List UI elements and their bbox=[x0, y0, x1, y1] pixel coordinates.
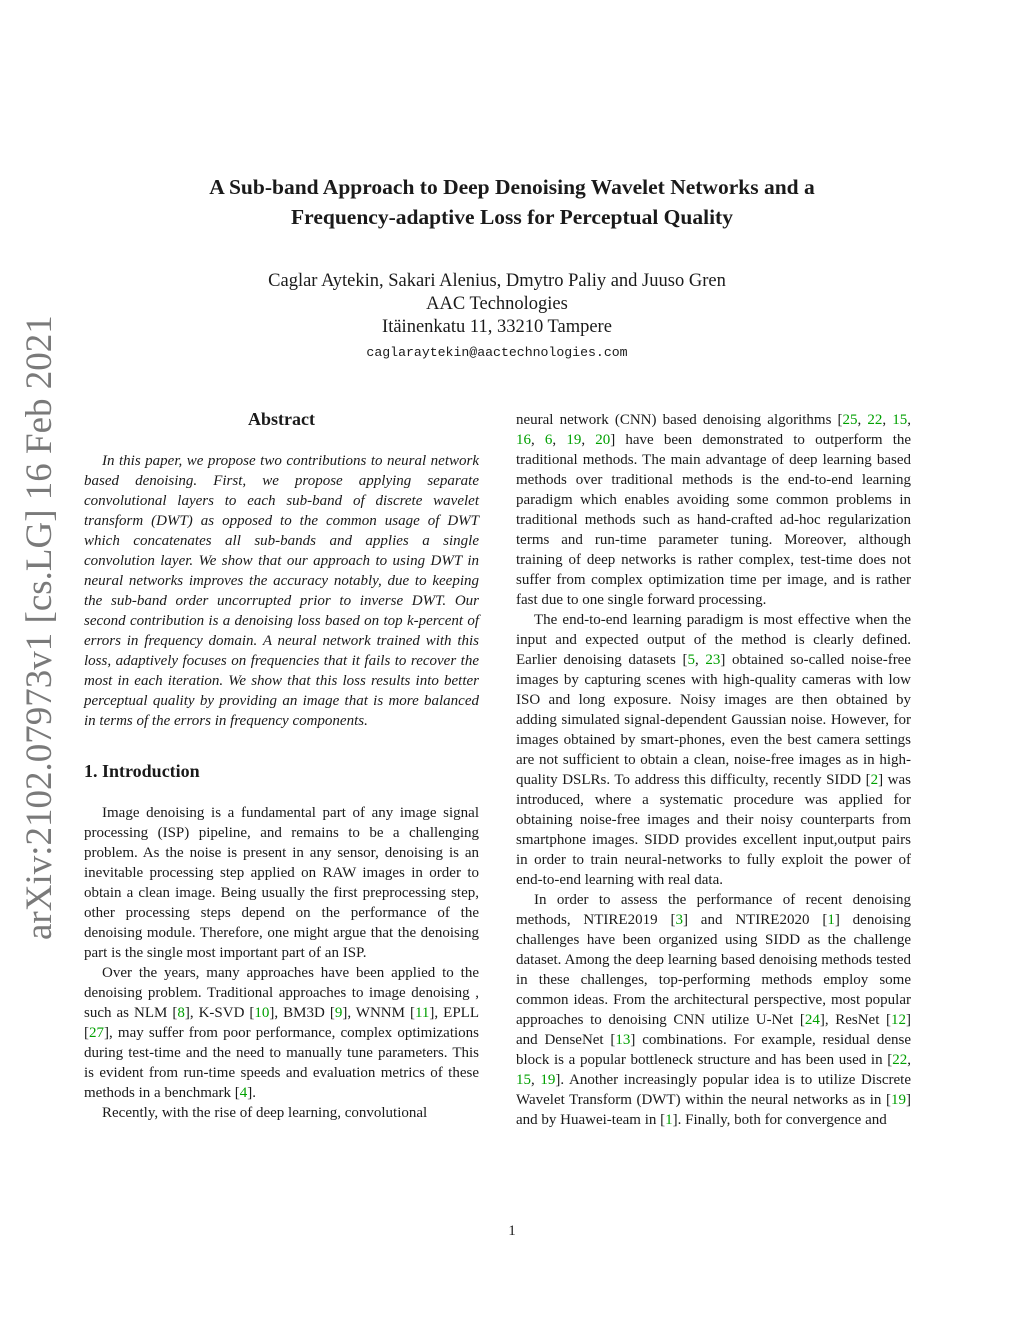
text-run: , bbox=[907, 1052, 911, 1068]
text-run: The end-to-end learning paradigm is most effective when the input and expected output of the method is clearly defined. Earlier denoising datasets [ bbox=[516, 612, 911, 668]
citation-link[interactable]: 23 bbox=[705, 652, 721, 668]
citation-link[interactable]: 4 bbox=[239, 1085, 248, 1101]
affiliation: AAC Technologies bbox=[426, 294, 568, 314]
citation-link[interactable]: 8 bbox=[177, 1005, 185, 1021]
right-column bbox=[516, 410, 911, 1130]
citation-link[interactable]: 15 bbox=[516, 1072, 531, 1088]
text-run: , bbox=[581, 432, 596, 448]
text-run: In order to assess the performance of recent denoising methods, NTIRE2019 [ bbox=[516, 892, 911, 928]
citation-link[interactable]: 16 bbox=[516, 432, 531, 448]
section-heading-introduction: 1. Introduction bbox=[84, 761, 200, 781]
citation-link[interactable]: 2 bbox=[870, 772, 879, 788]
intro-paragraph-1: Image denoising is a fundamental part of any image signal processing (ISP) pipeline, and remains to be a challenging problem. As the noise is present in any sensor, denoising is an inevitable processing step applied on RAW images in order to obtain a clean image. Being usually the first preprocessing step, other processing steps depend on the performance of the denoising module. Therefore, one might argue that the denoising part is the single most important part of an ISP. bbox=[84, 805, 479, 961]
paper-title bbox=[80, 172, 944, 232]
citation-link[interactable]: 5 bbox=[687, 652, 695, 668]
citation-link[interactable]: 9 bbox=[334, 1005, 343, 1021]
text-run: ] and NTIRE2020 [ bbox=[682, 912, 828, 928]
right-paragraph-3 bbox=[516, 890, 911, 1130]
text-run: ] was introduced, where a systematic procedure was applied for obtaining noise-free images and their noisy counterparts from smartphone images. SIDD provides excellent input,output pairs in order to train neural-networks to fully exploit the power of end-to-end learning with real data. bbox=[516, 772, 911, 888]
text-run: , bbox=[552, 432, 567, 448]
author-email[interactable]: caglaraytekin@aactechnologies.com bbox=[366, 345, 628, 360]
text-run: ], may suffer from poor performance, complex optimizations during test-time and the need to manually tune parameters. This is evident from run-time speeds and evaluation metrics of these methods in a benchmark [ bbox=[84, 1025, 479, 1101]
text-run: ]. bbox=[247, 1085, 257, 1101]
text-run: ] have been demonstrated to outperform the traditional methods. The main advantage of deep learning based methods over traditional methods is the end-to-end learning paradigm which enables avoiding some common problems in traditional methods such as hand-crafted ad-hoc regularization terms and run-time parameter tuning. Moreover, although training of deep networks is rather complex, test-time does not suffer from complex optimization time per image, and is rather fast due to one single forward processing. bbox=[516, 432, 912, 608]
page-number: 1 bbox=[508, 1223, 516, 1239]
text-run: ], WNNM [ bbox=[342, 1005, 415, 1021]
text-run: , bbox=[695, 652, 706, 668]
citation-link[interactable]: 12 bbox=[891, 1012, 906, 1028]
citation-link[interactable]: 11 bbox=[414, 1005, 430, 1021]
text-run: ] combinations. For example, residual dense block is a popular bottleneck structure and has been used in [ bbox=[516, 1032, 912, 1068]
citation-link[interactable]: 19 bbox=[540, 1072, 556, 1088]
text-run: , bbox=[531, 432, 545, 448]
text-run: ], BM3D [ bbox=[269, 1005, 335, 1021]
abstract-text: In this paper, we propose two contributions to neural network based denoising. First, we propose applying separate convolutional layers to each sub-band of discrete wavelet transform (DWT) as opposed to the common usage of DWT which concatenates all sub-bands and applies a single convolution layer. We show that our approach to using DWT in neural networks improves the accuracy notably, due to keeping the sub-band order uncorrupted prior to inverse DWT. Our second contribution is a denoising loss based on top k-percent of errors in frequency domain. A neural network trained with this loss, adaptively focuses on frequencies that it fails to recover the most in each iteration. We show that this loss results into better perceptual quality by providing an image that is more balanced in terms of the errors in frequency components. bbox=[84, 453, 479, 729]
title-line-2: Frequency-adaptive Loss for Perceptual Quality bbox=[291, 205, 733, 229]
citation-link[interactable]: 24 bbox=[804, 1012, 820, 1028]
right-paragraph-2 bbox=[516, 610, 911, 890]
citation-link[interactable]: 19 bbox=[891, 1092, 906, 1108]
left-column bbox=[84, 405, 479, 1123]
address: Itäinenkatu 11, 33210 Tampere bbox=[382, 317, 612, 337]
citation-link[interactable]: 15 bbox=[892, 412, 908, 428]
citation-link[interactable]: 20 bbox=[595, 432, 611, 448]
text-run: ] and by Huawei-team in [ bbox=[516, 1092, 911, 1128]
citation-link[interactable]: 1 bbox=[827, 912, 835, 928]
text-run: ] denoising challenges have been organized using SIDD as the challenge dataset. Among the deep learning based denoising methods tested in these challenges, top-performing methods employ some common ideas. From the architectural perspective, most popular approaches to denoising CNN utilize U-Net [ bbox=[516, 912, 912, 1028]
text-run: , bbox=[882, 412, 893, 428]
citation-link[interactable]: 6 bbox=[544, 432, 553, 448]
text-run: ] and DenseNet [ bbox=[516, 1012, 911, 1048]
citation-link[interactable]: 22 bbox=[867, 412, 883, 428]
citation-link[interactable]: 22 bbox=[892, 1052, 908, 1068]
text-run: neural network (CNN) based denoising algorithms [ bbox=[516, 412, 843, 428]
citation-link[interactable]: 3 bbox=[675, 912, 683, 928]
author-block bbox=[150, 270, 844, 339]
text-run: ], ResNet [ bbox=[819, 1012, 891, 1028]
citation-link[interactable]: 13 bbox=[615, 1032, 631, 1048]
text-run: ] obtained so-called noise-free images by capturing scenes with high-quality cameras with low ISO and long exposure. Noisy images are then obtained by adding simulated signal-dependent Gaussian noise. However, for images obtained by smart-phones, even the best camera settings are not sufficient to obtain a clean, noise-free images as in high-quality DSLRs. To address this difficulty, recently SIDD [ bbox=[516, 652, 911, 788]
citation-link[interactable]: 10 bbox=[254, 1005, 270, 1021]
arxiv-stamp: arXiv:2102.07973v1 [cs.LG] 16 Feb 2021 bbox=[19, 315, 60, 940]
text-run: , bbox=[857, 412, 868, 428]
text-run: ]. Another increasingly popular idea is to utilize Discrete Wavelet Transform (DWT) within the neural networks as in [ bbox=[516, 1072, 912, 1108]
abstract-heading: Abstract bbox=[248, 409, 315, 429]
citation-link[interactable]: 1 bbox=[665, 1112, 673, 1128]
intro-paragraph-2 bbox=[84, 963, 479, 1103]
author-names: Caglar Aytekin, Sakari Alenius, Dmytro Paliy and Juuso Gren bbox=[268, 271, 726, 291]
citation-link[interactable]: 19 bbox=[566, 432, 582, 448]
text-run: ], K-SVD [ bbox=[184, 1005, 255, 1021]
right-paragraph-1 bbox=[516, 410, 911, 610]
text-run: , bbox=[907, 412, 912, 428]
intro-paragraph-3: Recently, with the rise of deep learning, convolutional bbox=[102, 1105, 428, 1121]
text-run: ], EPLL [ bbox=[84, 1005, 479, 1041]
text-run: ]. Finally, both for convergence and bbox=[672, 1112, 887, 1128]
citation-link[interactable]: 27 bbox=[89, 1025, 104, 1041]
text-run: , bbox=[531, 1072, 541, 1088]
title-line-1: A Sub-band Approach to Deep Denoising Wavelet Networks and a bbox=[209, 175, 815, 199]
citation-link[interactable]: 25 bbox=[842, 412, 858, 428]
text-run: Over the years, many approaches have been applied to the denoising problem. Traditional approaches to image denoising , such as NLM [ bbox=[84, 965, 479, 1021]
